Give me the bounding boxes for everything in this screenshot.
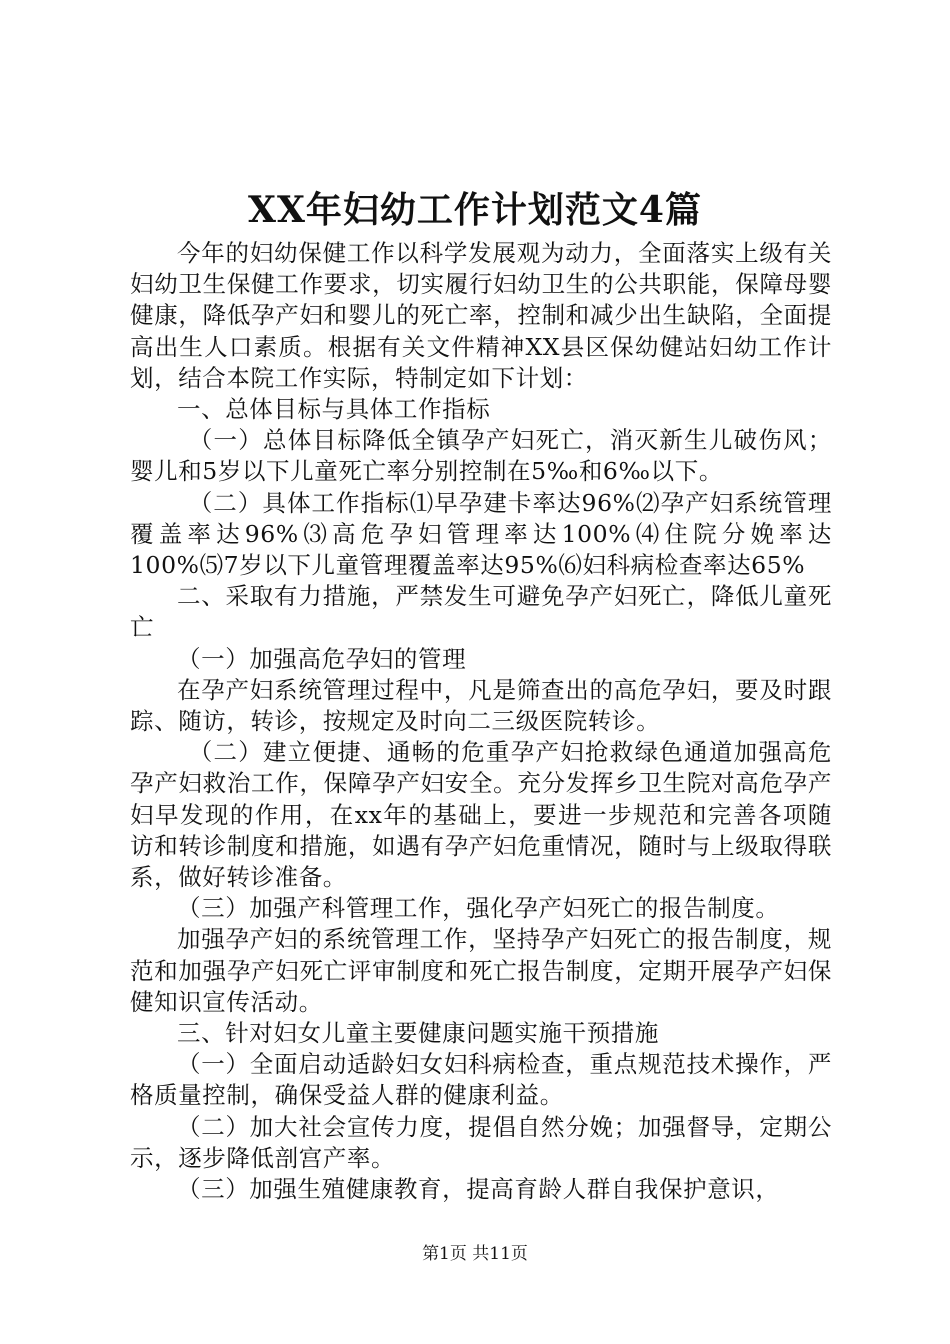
document-body — [130, 238, 832, 1205]
subheading-obstetrics: （三）加强产科管理工作，强化孕产妇死亡的报告制度。 — [177, 894, 780, 923]
heading-section-3: 三、针对妇女儿童主要健康问题实施干预措施 — [177, 1019, 659, 1048]
paragraph-overall-goal: （一）总体目标降低全镇孕产妇死亡，消灭新生儿破伤风；婴儿和5岁以下儿童死亡率分别控制在5‰和6‰以下。 — [130, 426, 832, 486]
page-number-footer: 第1页 共11页 — [422, 1244, 528, 1264]
paragraph-intro: 今年的妇幼保健工作以科学发展观为动力，全面落实上级有关妇幼卫生保健工作要求，切实履行妇幼卫生的公共职能，保障母婴健康，降低孕产妇和婴儿的死亡率，控制和减少出生缺陷，全面提高出生人口素质。根据有关文件精神XX县区保幼健站妇幼工作计划，结合本院工作实际，特制定如下计划： — [130, 239, 832, 392]
paragraph-specific-indicators: （二）具体工作指标⑴早孕建卡率达96%⑵孕产妇系统管理覆盖率达96%⑶高危孕妇管理率达100%⑷住院分娩率达100%⑸7岁以下儿童管理覆盖率达95%⑹妇科病检查率达65% — [130, 488, 832, 580]
subheading-high-risk: （一）加强高危孕妇的管理 — [177, 644, 467, 673]
paragraph-green-channel: （二）建立便捷、通畅的危重孕产妇抢救绿色通道加强高危孕产妇救治工作，保障孕产妇安全。充分发挥乡卫生院对高危孕产妇早发现的作用，在xx年的基础上，要进一步规范和完善各项随访和转诊制度和措施，如遇有孕产妇危重情况，随时与上级取得联系，做好转诊准备。 — [130, 738, 832, 892]
document-title: XX年妇幼工作计划范文4篇 — [248, 189, 702, 231]
heading-section-1: 一、总体目标与具体工作指标 — [177, 395, 491, 424]
paragraph-reproductive-health: （三）加强生殖健康教育，提高育龄人群自我保护意识， — [177, 1175, 780, 1204]
heading-section-2: 二、采取有力措施，严禁发生可避免孕产妇死亡，降低儿童死亡 — [130, 582, 832, 642]
paragraph-natural-delivery: （二）加大社会宣传力度，提倡自然分娩；加强督导，定期公示，逐步降低剖宫产率。 — [130, 1112, 832, 1172]
paragraph-high-risk: 在孕产妇系统管理过程中，凡是筛查出的高危孕妇，要及时跟踪、随访，转诊，按规定及时向二三级医院转诊。 — [130, 675, 832, 736]
paragraph-obstetrics: 加强孕产妇的系统管理工作，坚持孕产妇死亡的报告制度，规范和加强孕产妇死亡评审制度和死亡报告制度，定期开展孕产妇保健知识宣传活动。 — [130, 925, 832, 1016]
paragraph-gynecology-check: （一）全面启动适龄妇女妇科病检查，重点规范技术操作，严格质量控制，确保受益人群的健康利益。 — [130, 1050, 832, 1110]
